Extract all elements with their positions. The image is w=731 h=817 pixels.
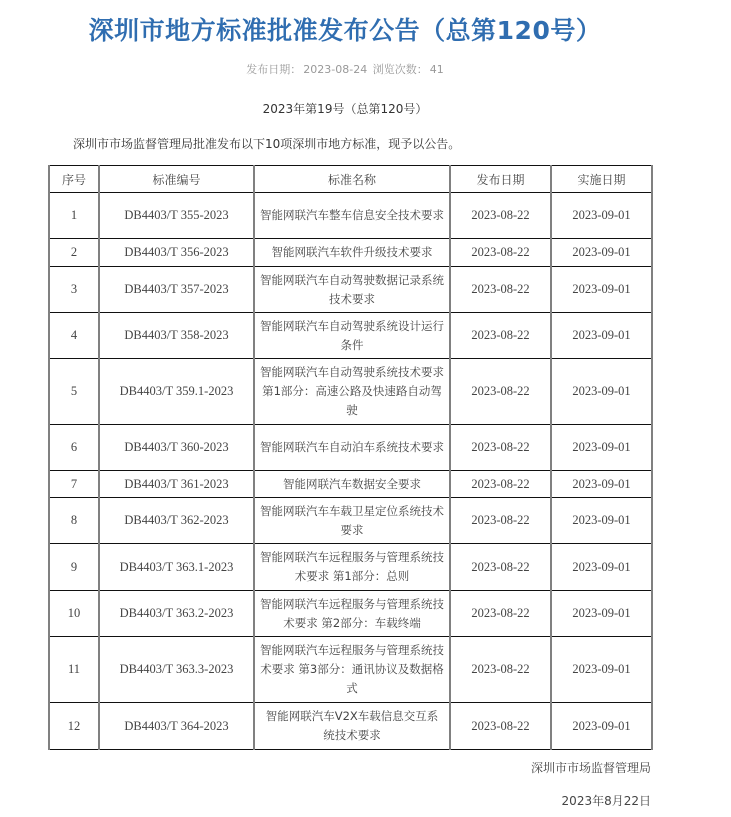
cell-effective-date: 2023-09-01: [551, 703, 652, 750]
table-row: [49, 313, 652, 359]
cell-name: 智能网联汽车远程服务与管理系统技术要求 第3部分：通讯协议及数据格式: [254, 637, 450, 703]
publish-date: 2023-08-24: [303, 63, 368, 76]
views-count: 41: [429, 63, 444, 76]
article-meta: [0, 63, 690, 77]
cell-no: 5: [49, 359, 99, 425]
cell-name: 智能网联汽车软件升级技术要求: [254, 239, 450, 267]
header-publish-date: 发布日期: [450, 166, 551, 193]
cell-name: 智能网联汽车自动驾驶系统设计运行条件: [254, 313, 450, 359]
cell-name: 智能网联汽车自动驾驶数据记录系统技术要求: [254, 267, 450, 313]
table-row: [49, 239, 652, 267]
cell-publish-date: 2023-08-22: [450, 359, 551, 425]
cell-no: 9: [49, 544, 99, 591]
cell-name: 智能网联汽车数据安全要求: [254, 471, 450, 498]
table-header-row: [49, 166, 652, 193]
signing-date: 2023年8月22日: [561, 794, 651, 808]
cell-name: 智能网联汽车远程服务与管理系统技术要求 第1部分：总则: [254, 544, 450, 591]
header-name: 标准名称: [254, 166, 450, 193]
cell-effective-date: 2023-09-01: [551, 637, 652, 703]
cell-publish-date: 2023-08-22: [450, 544, 551, 591]
header-no: 序号: [49, 166, 99, 193]
table-row: [49, 544, 652, 591]
cell-publish-date: 2023-08-22: [450, 313, 551, 359]
cell-no: 7: [49, 471, 99, 498]
signing-authority: 深圳市市场监督管理局: [530, 761, 651, 775]
cell-publish-date: 2023-08-22: [450, 591, 551, 637]
header-code: 标准编号: [99, 166, 254, 193]
cell-effective-date: 2023-09-01: [551, 359, 652, 425]
cell-name: 智能网联汽车V2X车载信息交互系统技术要求: [254, 703, 450, 750]
cell-publish-date: 2023-08-22: [450, 193, 551, 239]
cell-code: DB4403/T 360-2023: [99, 425, 254, 471]
intro-paragraph: 深圳市市场监督管理局批准发布以下10项深圳市地方标准，现予以公告。: [73, 137, 461, 151]
cell-publish-date: 2023-08-22: [450, 267, 551, 313]
cell-effective-date: 2023-09-01: [551, 313, 652, 359]
cell-no: 10: [49, 591, 99, 637]
header-effective-date: 实施日期: [551, 166, 652, 193]
cell-effective-date: 2023-09-01: [551, 591, 652, 637]
cell-no: 6: [49, 425, 99, 471]
publish-date-label: 发布日期：: [246, 63, 302, 76]
cell-effective-date: 2023-09-01: [551, 193, 652, 239]
issue-number: 2023年第19号（总第120号）: [262, 102, 428, 116]
table-row: [49, 359, 652, 425]
cell-name: 智能网联汽车远程服务与管理系统技术要求 第2部分：车载终端: [254, 591, 450, 637]
cell-no: 4: [49, 313, 99, 359]
cell-code: DB4403/T 364-2023: [99, 703, 254, 750]
cell-effective-date: 2023-09-01: [551, 267, 652, 313]
cell-effective-date: 2023-09-01: [551, 239, 652, 267]
cell-code: DB4403/T 361-2023: [99, 471, 254, 498]
cell-effective-date: 2023-09-01: [551, 498, 652, 544]
views-label: 浏览次数：: [372, 63, 428, 76]
cell-code: DB4403/T 356-2023: [99, 239, 254, 267]
table-row: [49, 193, 652, 239]
cell-code: DB4403/T 363.1-2023: [99, 544, 254, 591]
cell-code: DB4403/T 363.3-2023: [99, 637, 254, 703]
cell-name: 智能网联汽车自动驾驶系统技术要求 第1部分：高速公路及快速路自动驾驶: [254, 359, 450, 425]
cell-no: 1: [49, 193, 99, 239]
table-row: [49, 703, 652, 750]
cell-name: 智能网联汽车车载卫星定位系统技术要求: [254, 498, 450, 544]
cell-code: DB4403/T 359.1-2023: [99, 359, 254, 425]
cell-publish-date: 2023-08-22: [450, 703, 551, 750]
cell-effective-date: 2023-09-01: [551, 425, 652, 471]
cell-no: 11: [49, 637, 99, 703]
table-row: [49, 471, 652, 498]
cell-publish-date: 2023-08-22: [450, 239, 551, 267]
cell-no: 3: [49, 267, 99, 313]
table-row: [49, 425, 652, 471]
cell-publish-date: 2023-08-22: [450, 637, 551, 703]
cell-publish-date: 2023-08-22: [450, 425, 551, 471]
cell-code: DB4403/T 357-2023: [99, 267, 254, 313]
cell-code: DB4403/T 362-2023: [99, 498, 254, 544]
table-row: [49, 498, 652, 544]
cell-no: 8: [49, 498, 99, 544]
cell-publish-date: 2023-08-22: [450, 498, 551, 544]
cell-code: DB4403/T 358-2023: [99, 313, 254, 359]
standards-table: [48, 165, 653, 750]
cell-no: 12: [49, 703, 99, 750]
cell-name: 智能网联汽车整车信息安全技术要求: [254, 193, 450, 239]
table-row: [49, 267, 652, 313]
table-row: [49, 591, 652, 637]
cell-effective-date: 2023-09-01: [551, 544, 652, 591]
page-title: 深圳市地方标准批准发布公告（总第120号）: [88, 16, 602, 45]
cell-name: 智能网联汽车自动泊车系统技术要求: [254, 425, 450, 471]
cell-effective-date: 2023-09-01: [551, 471, 652, 498]
table-row: [49, 637, 652, 703]
cell-publish-date: 2023-08-22: [450, 471, 551, 498]
cell-no: 2: [49, 239, 99, 267]
cell-code: DB4403/T 355-2023: [99, 193, 254, 239]
cell-code: DB4403/T 363.2-2023: [99, 591, 254, 637]
